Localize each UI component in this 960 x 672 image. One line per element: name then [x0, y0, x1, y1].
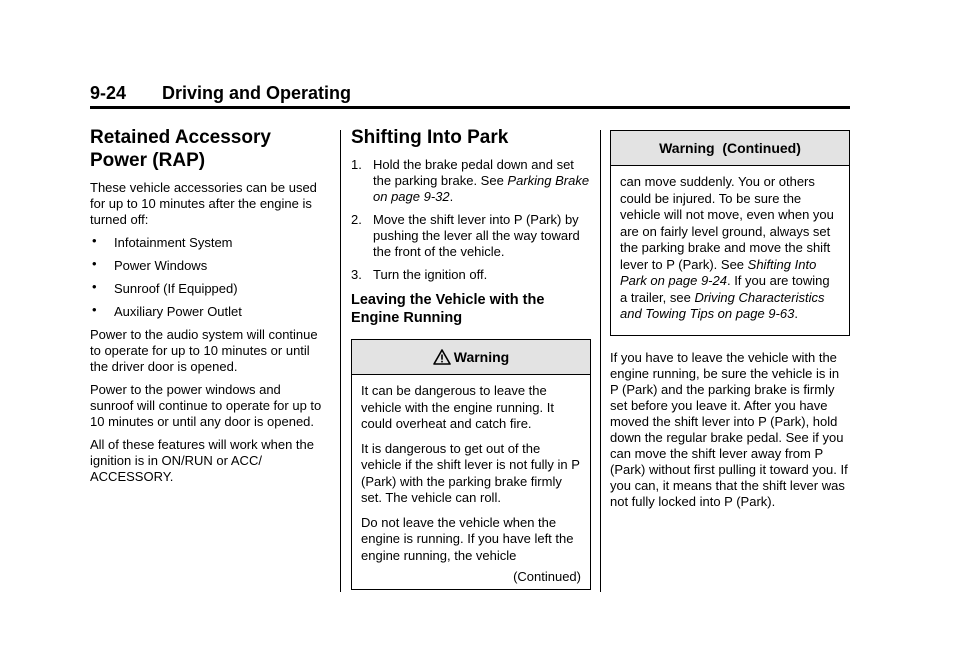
warning-label: Warning: [453, 349, 510, 365]
warning-header: [352, 340, 590, 375]
column-warning-continued: [610, 126, 850, 517]
leave-engine-running-paragraph: If you have to leave the vehicle with the engine running, be sure the vehicle is in P (Park) and the parking brake is firmly set before you leave it. After you have moved the shift lever into P (Park), hold down the regular brake pedal. See if you can move the shift lever away from P (Park) without first pulling it toward you. If you can, it means that the shift lever was not fully locked into P (Park).: [610, 349, 848, 509]
list-item: • Sunroof (If Equipped): [92, 279, 238, 296]
bullet-icon: •: [92, 233, 97, 248]
column-rap: [90, 126, 322, 492]
warning-paragraph: It can be dangerous to leave the vehicle with the engine running. It could overheat and catch fire.: [361, 383, 554, 431]
list-item: 2. Move the shift lever into P (Park) by pushing the lever all the way toward the front of the vehicle.: [351, 212, 580, 259]
list-item: • Power Windows: [92, 256, 208, 273]
column-park: [351, 126, 591, 590]
warning-body: [352, 375, 590, 589]
list-item: • Infotainment System: [92, 233, 233, 250]
warning-paragraph: can move suddenly. You or others could be injured. To be sure the vehicle will not move, even when you are on fairly level ground, always set the parking brake and move the shift lever to P (Park). See Shifting Into Park on page 9-24. If you are towing a trailer, see Driving Characteristics and Towing Tips on page 9-63.: [620, 174, 834, 321]
rap-ignition-paragraph: All of these features will work when the ignition is in ON/RUN or ACC/ ACCESSORY.: [90, 437, 314, 484]
shifting-into-park-link[interactable]: Shifting Into Park on page 9-24: [620, 256, 817, 288]
chapter-title: Driving and Operating: [162, 83, 352, 103]
list-item: • Auxiliary Power Outlet: [92, 302, 242, 319]
leaving-vehicle-title: Leaving the Vehicle with the Engine Running: [351, 292, 545, 326]
bullet-icon: •: [92, 256, 97, 271]
rap-intro: These vehicle accessories can be used for up to 10 minutes after the engine is turned off:: [90, 180, 317, 227]
page-header: [90, 80, 850, 109]
warning-continued-header: [611, 131, 849, 166]
warning-box: [351, 339, 591, 590]
rap-audio-paragraph: Power to the audio system will continue to operate for up to 10 minutes or until the driver door is opened.: [90, 327, 318, 374]
column-divider: [340, 130, 341, 592]
page-number: 9-24: [90, 83, 127, 103]
warning-continued-box: [610, 130, 850, 336]
rap-title: [90, 126, 322, 172]
rap-accessory-list: [90, 235, 322, 320]
warning-paragraph: It is dangerous to get out of the vehicle if the shift lever is not fully in P (Park) with the parking brake firmly set. The vehicle can roll.: [361, 440, 580, 505]
rap-windows-paragraph: Power to the power windows and sunroof will continue to operate for up to 10 minutes or until any door is opened.: [90, 382, 322, 429]
parking-brake-link[interactable]: Parking Brake on page 9-32: [373, 173, 590, 204]
rap-title-line2: Power (RAP): [90, 150, 206, 171]
bullet-icon: •: [92, 279, 97, 294]
rap-title-line1: Retained Accessory: [90, 127, 271, 148]
warning-paragraph: Do not leave the vehicle when the engine is running. If you have left the engine running, the vehicle: [361, 514, 574, 563]
list-item: 3. Turn the ignition off.: [351, 267, 488, 282]
park-title: Shifting Into Park: [351, 127, 509, 148]
bullet-icon: •: [92, 302, 97, 317]
warning-continued-title: Warning (Continued): [659, 140, 801, 156]
warning-triangle-icon: [433, 349, 451, 365]
park-steps: [351, 157, 591, 283]
list-item: 1. Hold the brake pedal down and set the parking brake. See Parking Brake on page 9-32.: [351, 157, 590, 204]
continued-label: (Continued): [513, 569, 581, 584]
towing-tips-link[interactable]: Driving Characteristics and Towing Tips on page 9-63: [620, 289, 825, 321]
warning-continued-body: [611, 166, 849, 335]
column-divider: [600, 130, 601, 592]
